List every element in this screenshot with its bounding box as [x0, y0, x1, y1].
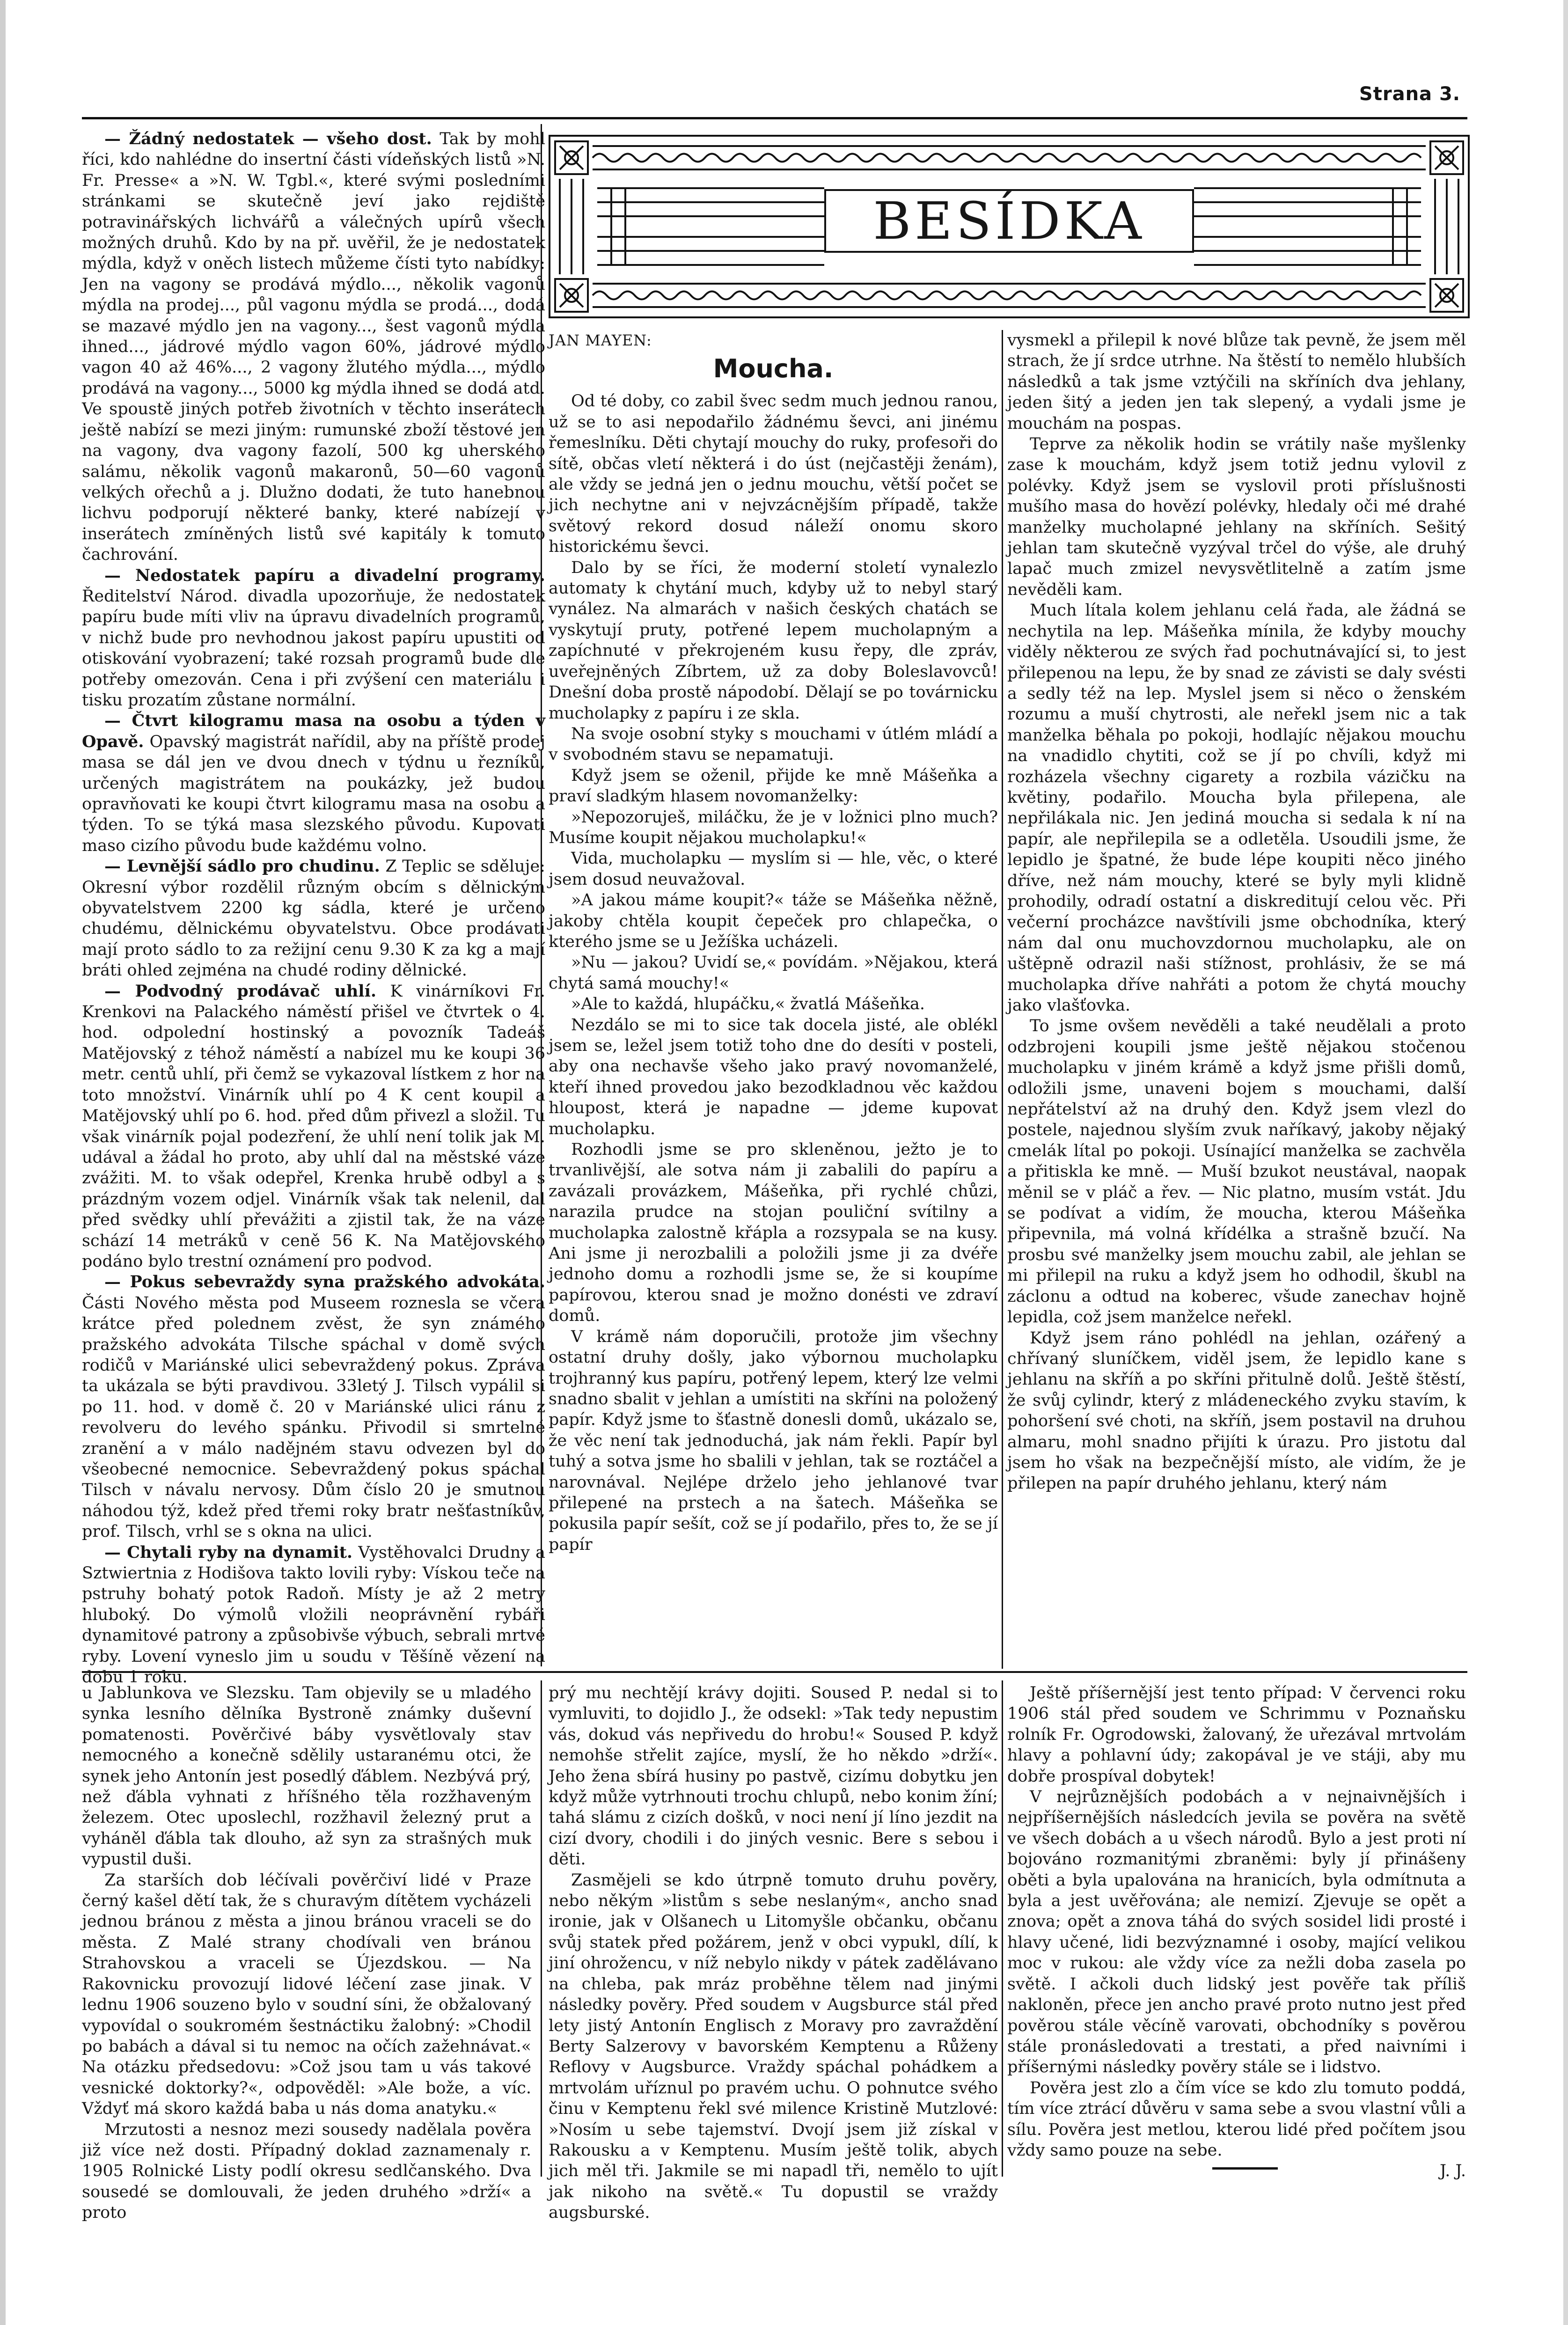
article-paragraph: Mrzutosti a nesnoz mezi sousedy nadělala pověra již více než dosti. Případný doklad zaznamenaly r. 1905 Rolnické Listy podlí okresu sedlčanského. Dva sousedé se domlouvali, že jeden druhého »drží« a proto: [82, 2120, 531, 2222]
news-text: Tak by mohl říci, kdo nahlédne do insertní části vídeňských listů »N. Fr. Presse« a »N. W. Tgbl.«, které svými posledními stránkami se skutečně jeví jako rejdiště potravinářských lichvářů a válečných upírů všech možných druhů. Kdo by na př. uvěřil, že je nedostatek mýdla, když v oněch listech můžeme čísti tyto nabídky: Jen na vagony se prodává mýdlo..., několik vagonů mýdla na prodej..., půl vagonu mýdla se prodá..., dodá se mazavé mýdlo jen na vagony..., šest vagonů mýdla ihned..., jádrové mýdlo vagon 60%, jádrové mýdlo vagon 40 až 46%..., 2 vagony žlutého mýdla..., mýdlo prodává na vagony..., 5000 kg mýdla ihned se dodá atd. Ve spoustě jiných potřeb životních v těchto inserátech ještě nabízí se mezi jiným: rumunské zboží těstové jen na vagony, dva vagony fazolí, 500 kg uherského salámu, několik vagonů makaronů, 50—60 vagonů velkých ořechů a j. Dlužno dodati, že tuto hanebnou lichvu podporují některé banky, které nabízejí v inserátech zmíněných listů své kapitály k tomuto čachrování.: [82, 130, 545, 565]
lower-column-middle: [549, 1683, 998, 2222]
story-paragraph: »Ale to každá, hlupáčku,« žvatlá Mášeňka.: [571, 995, 925, 1014]
news-item: [82, 1542, 545, 1688]
news-headline: — Žádný nedostatek — všeho dost.: [104, 129, 432, 148]
news-headline: — Nedostatek papíru a divadelní programy.: [104, 565, 545, 585]
story-paragraph: Od té doby, co zabil švec sedm much jednou ranou, už se to asi nepodařilo žádnému ševci, ani jinému řemeslníku. Děti chytají mouchy do ruky, profesoři do sítě, občas vletí některá i do úst (nejčastěji ženám), ale vždy se jedná jen o jednu mouchu, větší počet se jich nechytne ani v nejvzácnějším případě, takže světový rekord dosud náleží onomu skoro historickému ševci.: [549, 392, 998, 557]
news-text: Opavský magistrát nařídil, aby na příště prodej masa se dál jen ve dvou dnech v týdnu u řezníků, určených magistrátem na poukázky, jež budou opravňovati ke koupi čtvrt kilogramu masa na osobu a týden. To se týká masa slezského původu. Kupovati maso cizího původu bude každému volno.: [82, 732, 545, 855]
feuilleton-column-left: [549, 330, 998, 1669]
story-paragraph: Když jsem ráno pohlédl na jehlan, ozářený a chřívaný sluníčkem, viděl jsem, že lepidlo kane s jehlanu na skříň a po skříni přitulně dolů. Ještě štěstí, že svůj cylindr, který z mládeneckého zvyku stavím, k pohoršení své choti, na skříň, jsem postavil na druhou almaru, mohl snadno přijíti k úrazu. Pro jistotu dal jsem ho však na bezpečnější místo, ale vidím, že je přilepen na papír druhého jehlanu, který nám: [1007, 1328, 1466, 1493]
story-paragraph: Much lítala kolem jehlanu celá řada, ale žádná se nechytila na lep. Mášeňka mínila, že kdyby mouchy viděly některou ze svých řad pochutnávající si, to jest přilepenou na lepu, že by snad ze závisti se daly svésti a sedly též na lep. Myslel jsem si něco o ženském rozumu a muší chytrosti, ale neřekl jsem nic a tak manželka běhala po pokoji, hodlajíc nějakou mouchu na vnadidlo chytiti, což se jí po chvíli, když mi rozházela všechny cigarety a rozbila vázičku na květiny, podařilo. Moucha byla přilepena, ale nepřilákala nic. Jen jediná moucha si sedala k ní na papír, ale nepřilepila se a odletěla. Usoudili jsme, že lepidlo je špatné, že bude lépe koupiti něco jiného dříve, než nám mouchy, které se byly myli klidně prohodily, odradí ostatní a diskreditují celou věc. Při večerní procházce navštívili jsme obchodníka, který nám dal onu muchovzdornou mucholapku, ale on uštěpně odrazil naši stížnost, prohlásiv, že se má mucholapka dříve nahřáti a potom že chytá mouchy jako vlašťovka.: [1007, 601, 1466, 1015]
story-title: Moucha.: [713, 354, 834, 384]
column-rule-lower-1: [541, 1680, 542, 2177]
article-paragraph: V nejrůznějších podobách a v nejnaivnějších i nejpříšernějších následcích jevila se pověra na světě ve všech dobách a u všech národů. Bylo a jest proti ní bojováno rozmanitými zbraněmi: byly jí přinášeny oběti a byla upalována na hranicích, byla odmítnuta a byla a jest uvěřována; ale nemizí. Zjevuje se opět a znova; opět a znova táhá do svých sosidel lidi prosté i hlavy učené, lidi bezvýznamné i osoby, mající velikou moc v rukou: ale vždy více za nežli doba zasela po světě. I ačkoli duch lidský jest pověře tak příliš nakloněn, přece jen ancho pravé proto nutno jest před pověrou stále věcíně varovati, obchodníky s pověrou stále pronásledovati a trestati, a před naivními i příšernými následky pověry stále se i lidstvo.: [1007, 1788, 1466, 2077]
end-rule: [1212, 2167, 1278, 2170]
news-text: Z Teplic se sděluje: Okresní výbor rozdělil různým obcím s dělnickým obyvatelstvem 2200 kg sádla, které je určeno chudému, dělnickému obyvatelstvu. Obce prodávati mají proto sádlo to za režijní cenu 9.30 K za kg a mají bráti ohled zejména na chudé rodiny dělnické.: [82, 857, 546, 980]
news-headline: — Podvodný prodávač uhlí.: [104, 981, 377, 1001]
news-item: [82, 1272, 545, 1542]
article-paragraph: Ještě příšernější jest tento případ: V červenci roku 1906 stál před soudem ve Schrimmu v Poznaňsku rolník Fr. Ogrodowski, žalovaný, že uřezával mrtvolám hlavy a pohlavní údy; zakopával je ve stáji, aby mu dobře prospíval dobytek!: [1007, 1684, 1466, 1786]
article-paragraph: Pověra jest zlo a čím více se kdo zlu tomuto poddá, tím více ztrácí důvěru v sama sebe a svou vlastní vůli a sílu. Pověra jest metlou, kterou lidé před počítem jsou vždy samo pouze na sebe.: [1007, 2078, 1466, 2160]
lower-column-right: [1007, 1683, 1466, 2179]
besidka-banner: [549, 135, 1470, 318]
story-paragraph: Teprve za několik hodin se vrátily naše myšlenky zase k mouchám, když jsem totiž jednu vylovil z polévky. Když jsem se vyslovil proti příslušnosti mušího masa do hovězí polévky, hledaly oči mé drahé manželky mucholapné jehlany na skříních. Sešitý jehlan tam skutečně vyzýval trčel do výše, ale druhý lapač much zmizel nevysvětlitelně a zatím jsme nevěděli kam.: [1007, 435, 1466, 599]
story-paragraph: »A jakou máme koupit?« táže se Mášeňka něžně, jakoby chtěla koupit čepeček pro chlapečka, o kterého jsme se u Ježíška ucházeli.: [549, 891, 998, 951]
story-paragraph: Dalo by se říci, že moderní století vynalezlo automaty k chytání much, kdyby už to nebyl starý vynález. Na almarách v našich českých chatách se vyskytují pruty, potřené lepem mucholapným a zapíchnuté v překrojeném kusu řepy, dle zpráv, uveřejněných Zíbrtem, už za doby Boleslavovců! Dnešní doba prostě nápodobí. Dělají se po továrnicku mucholapky z papíru i ze skla.: [549, 558, 998, 723]
news-text: Vystěhovalci Drudny a Sztwiertnia z Hodišova takto lovili ryby: Vískou teče na pstruhy bohatý potok Radoň. Místy je až 2 metry hluboký. Do výmolů vložili neoprávnění rybáři dynamitové patrony a způsobivše výbuch, sebrali mrtvé ryby. Lovení vyneslo jim u soudu v Těšíně vězení na dobu 1 roku.: [82, 1543, 545, 1687]
news-column: [82, 129, 546, 1687]
story-paragraph: To jsme ovšem nevěděli a také neudělali a proto odzbrojeni koupili jsme ještě nějakou stočenou mucholapku v jiném krámě a když jsme přišli domů, odložili jsme, unaveni bojem s mouchami, další nepřátelství až na druhý den. Když jsem vlezl do postele, najednou slyším zvuk naříkavý, jakoby nějaký cmelák lítal po pokoji. Usínající manželka se zachvěla a přitiskla ke mně. — Muší bzukot neustával, naopak měnil se v pláč a řev. — Nic platno, musím vstát. Jdu se podívat a vidím, že moucha, kterou Mášeňka připevnila, má volná křídélka a strašně bzučí. Na prosbu své manželky jsem mouchu zabil, ale jehlan se mi přilepil na ruku a když jsem ho odhodil, škubl na záclonu a odtud na koberec, všude zanechav hojně lepidla, což jsem manželce neřekl.: [1007, 1017, 1466, 1327]
page-number: Strana 3.: [1359, 83, 1460, 105]
story-paragraph: »Nu — jakou? Uvidí se,« povídám. »Nějakou, která chytá samá mouchy!«: [549, 953, 998, 993]
article-paragraph: prý mu nechtějí krávy dojiti. Soused P. nedal si to vymluviti, to dojidlo J., že odsekl: »Tak tedy nepustim vás, dokud vás nepřivedu do hrobu!« Soused P. když nemohše střelit zajíce, myslí, že ho někdo »drží«. Jeho žena sbírá husiny po pastvě, cizímu dobytku jen když může vytrhnouti trochu chlupů, nebo konim žíní; tahá slámu z cizích došků, v noci není jí líno jezdit na cizí dvory, chodili i do jiných vesnic. Bere s sebou i děti.: [549, 1684, 998, 1869]
author-line: JAN MAYEN:: [549, 331, 652, 349]
news-text: Ředitelství Národ. divadla upozorňuje, že nedostatek papíru bude míti vliv na úpravu divadelních programů, v nichž bude pro nevhodnou jakost papíru upustiti od otiskování vyobrazení; také rozsah programů bude dle potřeby omezován. Cena i při zvýšení cen materiálu i tisku prozatím zůstane normální.: [82, 587, 545, 710]
news-headline: — Chytali ryby na dynamit.: [104, 1542, 353, 1562]
lower-column-left: [82, 1683, 531, 2222]
news-item: [82, 129, 545, 565]
top-rule: [82, 117, 1467, 119]
story-paragraph: Nezdálo se mi to sice tak docela jisté, ale oblékl jsem se, ležel jsem totiž toho dne do desíti v posteli, aby ona nechavše všeho jako pravý novomanželé, kteří ihned provedou jako bezodkladnou věc každou hloupost, která je napadne — jdeme kupovat mucholapku.: [549, 1015, 998, 1138]
column-rule-lower-2: [1002, 1680, 1003, 2177]
news-item: [82, 856, 545, 981]
author-signature: J. J.: [1439, 2162, 1466, 2181]
article-paragraph: Za starších dob léčívali pověrčiví lidé v Praze černý kašel dětí tak, že s churavým dítětem vycházeli jednou bránou z města a jinou bránou vraceli se do města. Z Malé strany chodívali ven bránou Strahovskou a vraceli se Újezdskou. — Na Rakovnicku provozují lidové léčení zase jinak. V lednu 1906 souzeno bylo v soudní síni, že obžalovaný vypovídal o soukromém šestnáctiku žalobný: »Chodil po babách a dával si tu nemoc na očích zažehnávat.« Na otázku předsedovu: »Což jsou tam u vás takové vesnické doktorky?«, odpověděl: »Ale bože, a víc. Vždyť má skoro každá baba u nás doma anatyku.«: [82, 1870, 531, 2119]
news-headline: — Čtvrt kilogramu masa na osobu a týden v Opavě.: [82, 711, 545, 751]
story-paragraph: Na svoje osobní styky s mouchami v útlém mládí a v svobodném stavu se nepamatuji.: [549, 724, 998, 764]
story-paragraph: vysmekl a přilepil k nové blůze tak pevně, že jsem měl strach, že jí srdce utrhne. Na štěstí to nemělo hlubších následků a tak jsme vztýčili na skříních dva jehlany, jeden šitý a jeden jen tak slepený, a vydali jsme je mouchám na pospas.: [1007, 331, 1466, 433]
column-rule-2: [1002, 330, 1003, 1669]
article-paragraph: u Jablunkova ve Slezsku. Tam objevily se u mladého synka lesního dělníka Bystroně známky duševní pomatenosti. Pověrčivé báby vysvětlovaly stav nemocného a konečně sdělily ustaranému otci, že synek jeho Antonín jest posedlý ďáblem. Nezbývá prý, než ďábla vyhnati z hříšného těla rozžhaveným železem. Otec uposlechl, rozžhavil železný prut a vyháněl ďábla tak dlouho, až syn za strašných muk vypustil duši.: [82, 1684, 531, 1869]
news-text: Části Nového města pod Museem roznesla se včera krátce před polednem zvěst, že syn známého pražského advokáta Tilsche spáchal v domě svých rodičů v Mariánské ulici sebevraždený pokus. Zpráva ta ukázala se býti pravdivou. 33letý J. Tilsch vypálil si po 11. hod. v domě č. 20 v Mariánské ulici ránu z revolveru do levého spánku. Přivodil si smrtelné zranění a v málo nadějném stavu odvezen byl do všeobecné nemocnice. Sebevraždený pokus spáchal Tilsch v návalu nervosy. Dům číslo 20 je smutnou náhodou týž, kdež před třemi roky bratr nešťastníkův, prof. Tilsch, vrhl se s okna na ulici.: [82, 1293, 545, 1541]
story-paragraph: Rozhodli jsme se pro skleněnou, ježto je to trvanlivější, ale sotva nám ji zabalili do papíru a zavázali provázkem, Mášeňka, při rychlé chůzi, narazila prudce na stojan pouliční svítilny a mucholapka zalostně křápla a rozsypala se na kusy. Ani jsme ji nerozbalili a položili jsme ji za dvéře jednoho domu a rozhodli jsme se, že si koupíme papírovou, kterou snad je možno donésti ve zdraví domů.: [549, 1140, 998, 1326]
news-headline: — Levnější sádlo pro chudinu.: [104, 857, 380, 876]
story-paragraph: V krámě nám doporučili, protože jim všechny ostatní druhy došly, jako výbornou mucholapku trojhranný kus papíru, potřený lepem, který lze velmi snadno sbalit v jehlan a umístiti na skříni na položený papír. Když jsme to šťastně donesli domů, ukázalo se, že věc není tak jednoduchá, jak nám řekli. Papír byl tuhý a sotva jsme ho sbalili v jehlan, tak se roztáčel a narovnával. Nejlépe drželo jeho jehlanové tvar přilepené na prstech a na šatech. Mášeňka se pokusila papír sešít, což se jí podařilo, přes to, že se jí papír: [549, 1327, 998, 1554]
story-paragraph: Vida, mucholapku — myslím si — hle, věc, o které jsem dosud neuvažoval.: [549, 849, 998, 889]
story-paragraph: »Nepozoruješ, miláčku, že je v ložnici plno much? Musíme koupit nějakou mucholapku!«: [549, 807, 998, 847]
feuilleton-column-right: [1007, 330, 1466, 1669]
news-headline: — Pokus sebevraždy syna pražského advokáta.: [104, 1272, 545, 1292]
news-text: K vinárníkovi Fr. Krenkovi na Palackého náměstí přišel ve čtvrtek o 4. hod. odpolední hostinský a povozník Tadeáš Matějovský z téhož náměstí a nabízel mu ke koupi 36 metr. centů uhlí, při čemž se vykazoval lístkem z hor na toto množství. Vinárník uhlí po 4 K cent koupil a Matějovský uhlí po 6. hod. před dům přivezl a složil. Tu však vinárník pojal podezření, že uhlí není tolik jak M. udával a žádal ho proto, aby uhlí dal na městské váze zvážiti. M. to však odepřel, Krenka hrubě odbyl a s prázdným vozem odjel. Vinárník však tak nelenil, dal před svědky uhlí převážiti a zjistil tak, že na váze schází 14 metráků v ceně 56 K. Na Matějovského podáno bylo trestní oznámení pro podvod.: [82, 982, 545, 1271]
article-paragraph: Zasmějeli se kdo útrpně tomuto druhu pověry, nebo někým »listům s sebe neslaným«, ancho snad ironie, jak v Olšanech u Litomyšle občanku, občanu svůj statek před požárem, jenž v obci vypukl, dílí, k jiní ohrožencu, v níž nebylo nikdy v pátek zadělávano na chleba, pak mráz proběhne tělem nad jinými následky pověry. Před soudem v Augsburce stál před lety jistý Antonín Englisch z Moravy pro zavraždění Berty Salzerovy v bavorském Kemptenu a Růženy Reflovy v Augsburce. Vraždy spáchal pohádkem a mrtvolám uříznul po pravém uchu. O pohnutce svého činu v Kemptenu řekl své milence Kristině Mutzlové: »Nosím u sebe tajemství. Dvojí jsem již získal v Rakousku a v Kemptenu. Musím ještě tolik, abych jich měl tři. Jakmile se mi napadl tři, nemělo to ujít jak nikoho na světě.« Tu dopustil se vraždy augsburské.: [549, 1870, 998, 2222]
news-item: [82, 711, 545, 856]
news-item: [82, 981, 545, 1272]
besidka-title: BESÍDKA: [824, 189, 1194, 253]
story-paragraph: Když jsem se oženil, přijde ke mně Mášeňka a praví sladkým hlasem novomanželky:: [549, 766, 998, 806]
news-item: [82, 565, 545, 711]
